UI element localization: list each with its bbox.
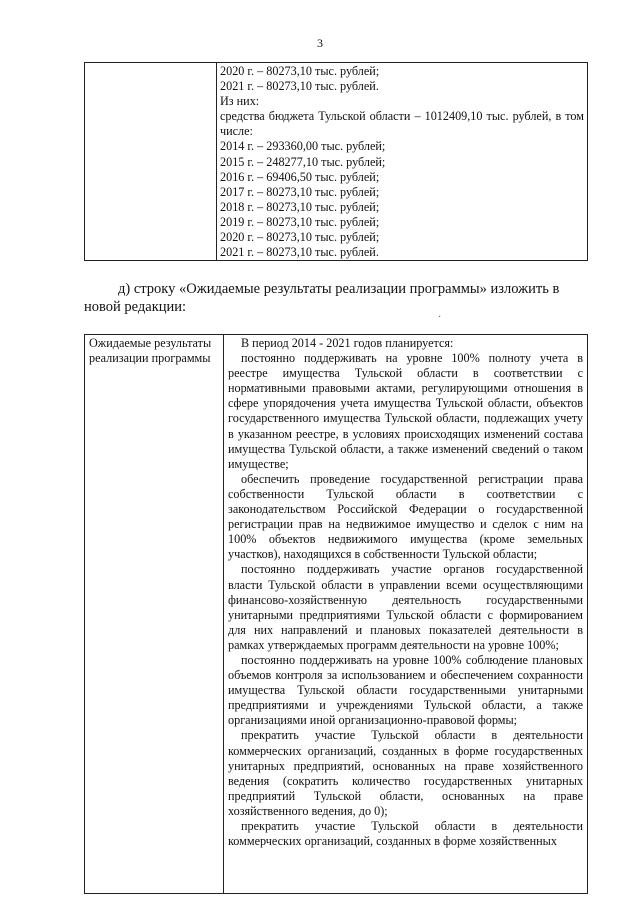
- budget-year-line: 2016 г. – 69406,50 тыс. рублей;: [220, 169, 380, 184]
- expected-result-paragraph: обеспечить проведение государственной регистрации права собственности Тульской области в соответствии с законодательством Российской Федерации о государственной регистрации прав на недвижимое имущество и сделок с ним на 100% объектов недвижимого имущества (кроме земельных участков), находящихся в собственности Тульской области;: [228, 471, 583, 562]
- expected-result-paragraph: прекратить участие Тульской области в деятельности коммерческих организаций, созданных в форме государственных унитарных предприятий, основанных на праве хозяйственного ведения (сократить количество государственных унитарных предприятий Тульской области, основанных на праве хозяйственного ведения, до 0);: [228, 728, 583, 818]
- funding-table-label-cell: [85, 63, 217, 261]
- section-heading-line: д) строку «Ожидаемые результаты реализации программы» изложить в: [118, 281, 560, 297]
- funding-line: 2021 г. – 80273,10 тыс. рублей.: [220, 79, 379, 94]
- section-heading-line: новой редакции:: [84, 299, 187, 315]
- expected-results-label: Ожидаемые результаты реализации программы: [85, 335, 224, 894]
- expected-result-paragraph: постоянно поддерживать на уровне 100% соблюдение плановых объемов контроля за использованием и обеспечением сохранности имущества Тульской области государственными унитарными предприятиями и учреждениями Тульской области, а также организациями иной организационно-правовой формы;: [228, 652, 583, 728]
- budget-year-line: 2019 г. – 80273,10 тыс. рублей;: [220, 214, 380, 229]
- funding-line: 2020 г. – 80273,10 тыс. рублей;: [220, 64, 380, 78]
- budget-year-line: 2015 г. – 248277,10 тыс. рублей;: [220, 154, 386, 169]
- budget-year-line: 2020 г. – 80273,10 тыс. рублей;: [220, 230, 380, 245]
- budget-paragraph: средства бюджета Тульской области – 1012409,10 тыс. рублей, в том числе:: [220, 109, 584, 139]
- expected-result-paragraph: прекратить участие Тульской области в деятельности коммерческих организаций, созданных в форме хозяйственных: [228, 819, 583, 849]
- budget-year-line: 2017 г. – 80273,10 тыс. рублей;: [220, 184, 380, 199]
- budget-year-line: 2018 г. – 80273,10 тыс. рублей;: [220, 199, 380, 214]
- funding-table: [84, 62, 588, 261]
- expected-results-intro: В период 2014 - 2021 годов планируется:: [241, 336, 454, 350]
- budget-year-line: 2014 г. – 293360,00 тыс. рублей;: [220, 139, 386, 154]
- funding-line: Из них:: [220, 94, 260, 109]
- expected-results-content: [224, 335, 588, 894]
- funding-table-value-cell: [217, 63, 588, 261]
- expected-results-table: [84, 334, 588, 894]
- section-heading: [84, 280, 588, 316]
- scan-dot: ·: [438, 312, 442, 323]
- expected-result-paragraph: постоянно поддерживать участие органов государственной власти Тульской области в управлении всеми осуществляющими финансово-хозяйственную деятельность государственными унитарными предприятиями Тульской области с формированием для них направлений и плановых показателей деятельности в рамках утверждаемых программ деятельности на уровне 100%;: [228, 562, 583, 652]
- page-number: 3: [317, 36, 323, 50]
- expected-result-paragraph: постоянно поддерживать на уровне 100% полноту учета в реестре имущества Тульской области в соответствии с нормативными правовыми актами, регулирующими отношения в сфере упорядочения учета имущества Тульской области, объектов государственного имущества Тульской области, подлежащих учету в указанном реестре, в условиях происходящих изменений состава имущества Тульской области, а также изменений сведений о таком имуществе;: [228, 351, 583, 471]
- budget-year-line: 2021 г. – 80273,10 тыс. рублей.: [220, 245, 379, 260]
